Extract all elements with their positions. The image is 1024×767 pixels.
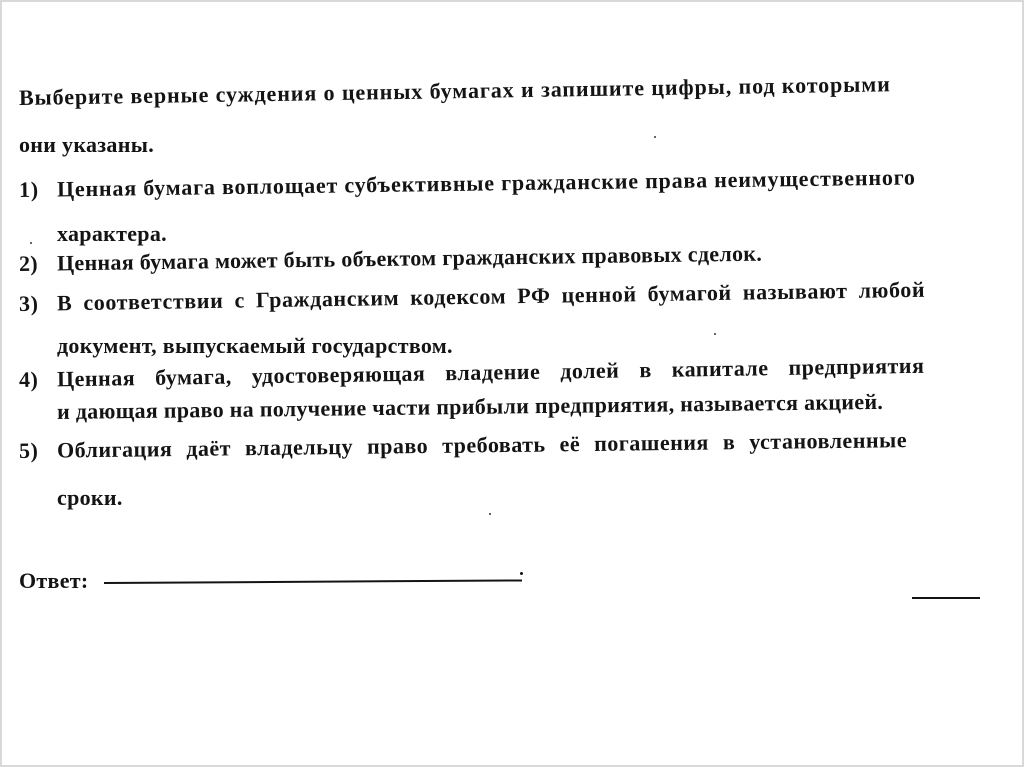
statement-number: 5) <box>18 437 39 463</box>
scan-speck <box>489 513 491 515</box>
statement-5 <box>19 426 907 465</box>
statement-5-continuation: сроки. <box>57 485 123 510</box>
statement-3-continuation: документ, выпускаемый государством. <box>57 333 453 358</box>
answer-label: Ответ: <box>19 568 89 593</box>
answer-blank-line[interactable] <box>104 579 522 584</box>
statement-1-continuation: характера. <box>57 221 167 246</box>
task-instruction-line-1: Выберите верные суждения о ценных бумагах и запишите цифры, под которыми <box>18 71 891 110</box>
scan-speck <box>30 242 32 244</box>
statement-number: 2) <box>18 250 39 276</box>
scan-speck <box>714 333 716 335</box>
scan-speck <box>654 136 656 138</box>
statement-3 <box>19 276 926 318</box>
task-instruction-line-2: они указаны. <box>19 132 154 157</box>
statement-text: Ценная бумага может быть объектом гражданских правовых сделок. <box>56 240 763 276</box>
statement-4-continuation: и дающая право на получение части прибыли предприятия, называется акцией. <box>56 388 884 424</box>
statement-1 <box>19 163 916 204</box>
statement-number: 4) <box>18 366 39 392</box>
statement-number: 3) <box>18 290 39 316</box>
statement-number: 1) <box>18 176 40 202</box>
statement-text: Ценная бумага воплощает субъективные гражданские права неимущественного <box>56 164 916 202</box>
statement-text: В соответствии с Гражданским кодексом РФ ценной бумагой называют любой <box>56 276 926 316</box>
answer-end-dot <box>520 572 523 575</box>
score-blank-line <box>912 597 980 599</box>
statement-text: Ценная бумага, удостоверяющая владение долей в капитале предприятия <box>56 352 925 392</box>
statement-text: Облигация даёт владельцу право требовать её погашения в установленные <box>56 427 908 463</box>
